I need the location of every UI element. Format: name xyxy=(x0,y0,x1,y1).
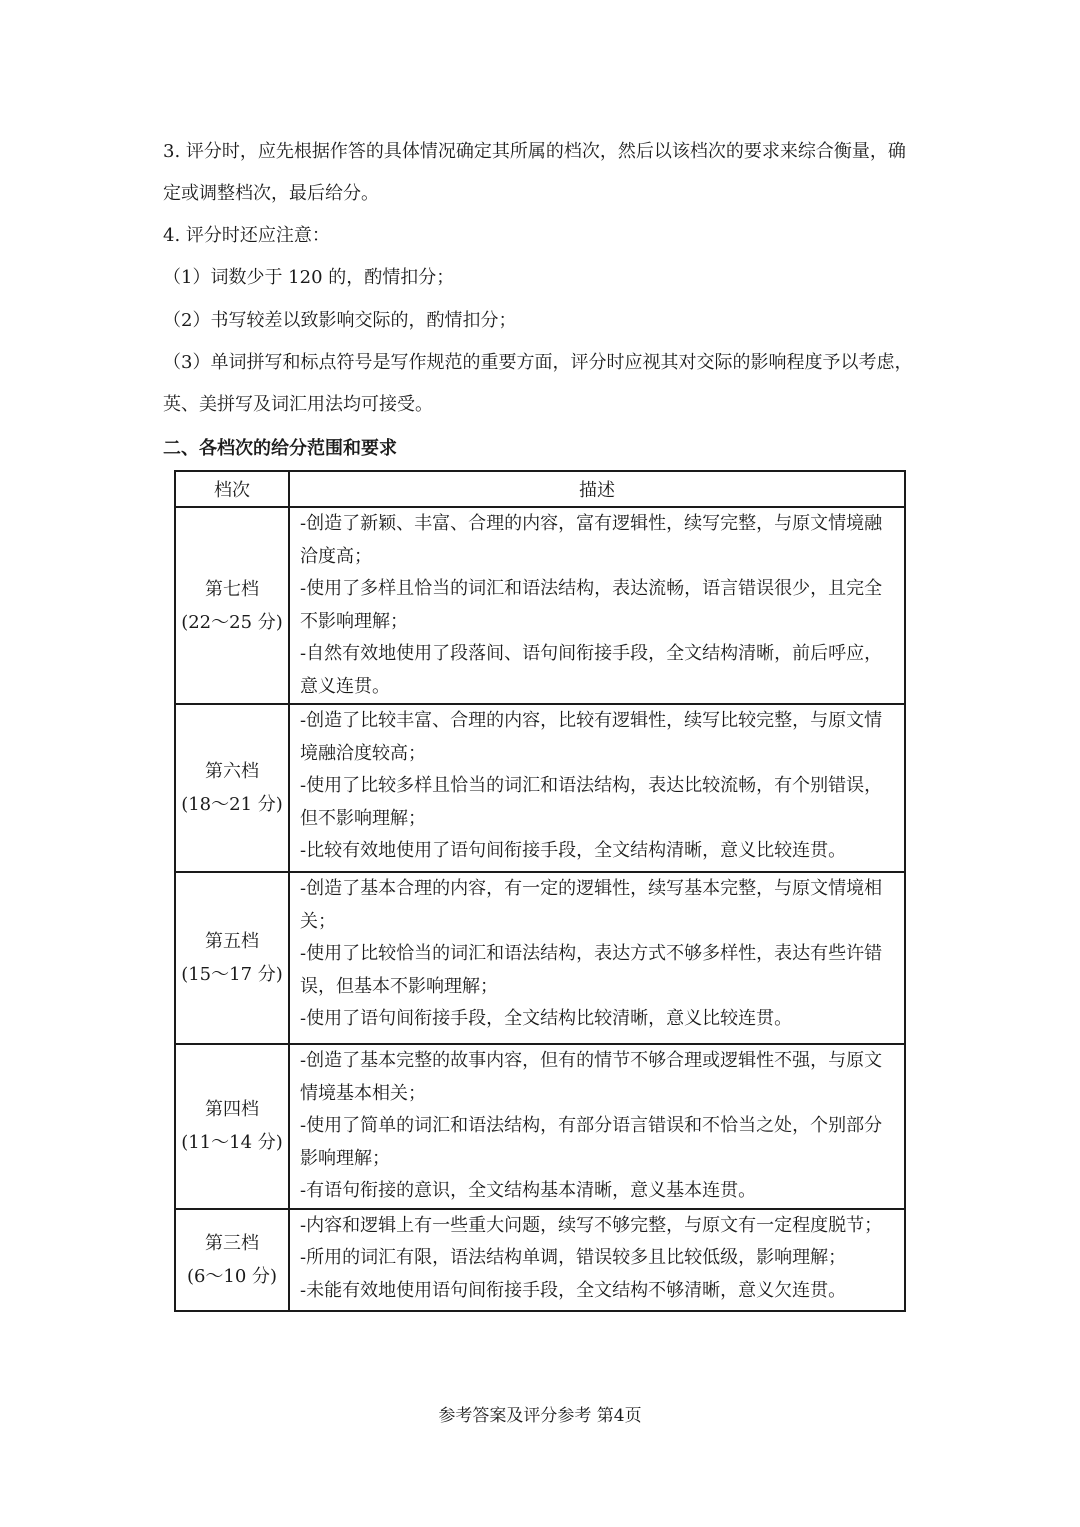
level-range: (15～17 分) xyxy=(181,964,283,985)
level-name: 第七档 xyxy=(205,578,259,600)
table-header-row xyxy=(175,471,905,507)
description-item: -创造了比较丰富、合理的内容，比较有逻辑性，续写比较完整，与原文情境融洽度较高； xyxy=(300,710,883,764)
level-range: (18～21 分) xyxy=(181,794,283,815)
description-item: -有语句衔接的意识，全文结构基本清晰，意义基本连贯。 xyxy=(300,1180,757,1201)
description-item: -使用了比较恰当的词汇和语法结构，表达方式不够多样性，表达有些许错误，但基本不影响理解； xyxy=(300,943,883,997)
description-item: -所用的词汇有限，语法结构单调，错误较多且比较低级，影响理解； xyxy=(300,1247,847,1268)
description-item: -使用了简单的词汇和语法结构，有部分语言错误和不恰当之处，个别部分影响理解； xyxy=(300,1115,883,1169)
description-cell xyxy=(289,1209,905,1311)
level-range: (6～10 分) xyxy=(186,1265,278,1287)
level-cell xyxy=(175,1044,289,1209)
description-item: -自然有效地使用了段落间、语句间衔接手段，全文结构清晰，前后呼应，意义连贯。 xyxy=(300,643,883,697)
description-cell xyxy=(289,1044,905,1209)
level-range: (11～14 分) xyxy=(181,1132,283,1154)
paragraph-notes-heading: 4. 评分时还应注意： xyxy=(163,225,330,246)
description-item: -使用了多样且恰当的词汇和语法结构，表达流畅，语言错误很少，且完全不影响理解； xyxy=(300,578,883,632)
description-item: -使用了比较多样且恰当的词汇和语法结构，表达比较流畅，有个别错误，但不影响理解； xyxy=(300,775,883,829)
level-cell xyxy=(175,704,289,872)
description-item: -内容和逻辑上有一些重大问题，续写不够完整，与原文有一定程度脱节； xyxy=(300,1214,883,1236)
level-name: 第三档 xyxy=(205,1232,259,1254)
section-title: 二、各档次的给分范围和要求 xyxy=(163,438,397,459)
level-cell xyxy=(175,1209,289,1311)
header-level: 档次 xyxy=(175,471,289,507)
table-row xyxy=(175,872,905,1044)
header-description: 描述 xyxy=(289,471,905,507)
paragraph-note-word-count: （1）词数少于 120 的，酌情扣分； xyxy=(163,267,455,288)
table-row xyxy=(175,507,905,704)
description-cell xyxy=(289,704,905,872)
page-footer: 参考答案及评分参考 第4页 xyxy=(438,1406,642,1426)
level-name: 第五档 xyxy=(205,931,259,952)
description-item: -创造了新颖、丰富、合理的内容，富有逻辑性，续写完整，与原文情境融洽度高； xyxy=(300,513,883,567)
level-name: 第四档 xyxy=(205,1099,259,1121)
description-item: -创造了基本完整的故事内容，但有的情节不够合理或逻辑性不强，与原文情境基本相关； xyxy=(300,1050,883,1104)
paragraph-scoring-procedure: 3. 评分时，应先根据作答的具体情况确定其所属的档次，然后以该档次的要求来综合衡量，确定或调整档次，最后给分。 xyxy=(163,141,906,204)
description-cell xyxy=(289,507,905,704)
description-item: -比较有效地使用了语句间衔接手段，全文结构清晰，意义比较连贯。 xyxy=(300,840,847,861)
level-name: 第六档 xyxy=(205,761,259,782)
level-range: (22～25 分) xyxy=(181,611,283,633)
level-cell xyxy=(175,872,289,1044)
paragraph-note-handwriting: （2）书写较差以致影响交际的，酌情扣分； xyxy=(163,310,517,331)
table-row xyxy=(175,704,905,872)
level-cell xyxy=(175,507,289,704)
description-cell xyxy=(289,872,905,1044)
table-row xyxy=(175,1209,905,1311)
description-item: -创造了基本合理的内容，有一定的逻辑性，续写基本完整，与原文情境相关； xyxy=(300,878,883,932)
paragraph-note-spelling: （3）单词拼写和标点符号是写作规范的重要方面，评分时应视其对交际的影响程度予以考虑，英、美拼写及词汇用法均可接受。 xyxy=(163,352,913,415)
grading-table xyxy=(174,470,906,1312)
table-row xyxy=(175,1044,905,1209)
description-item: -使用了语句间衔接手段，全文结构比较清晰，意义比较连贯。 xyxy=(300,1008,793,1029)
description-item: -未能有效地使用语句间衔接手段，全文结构不够清晰，意义欠连贯。 xyxy=(300,1279,847,1301)
